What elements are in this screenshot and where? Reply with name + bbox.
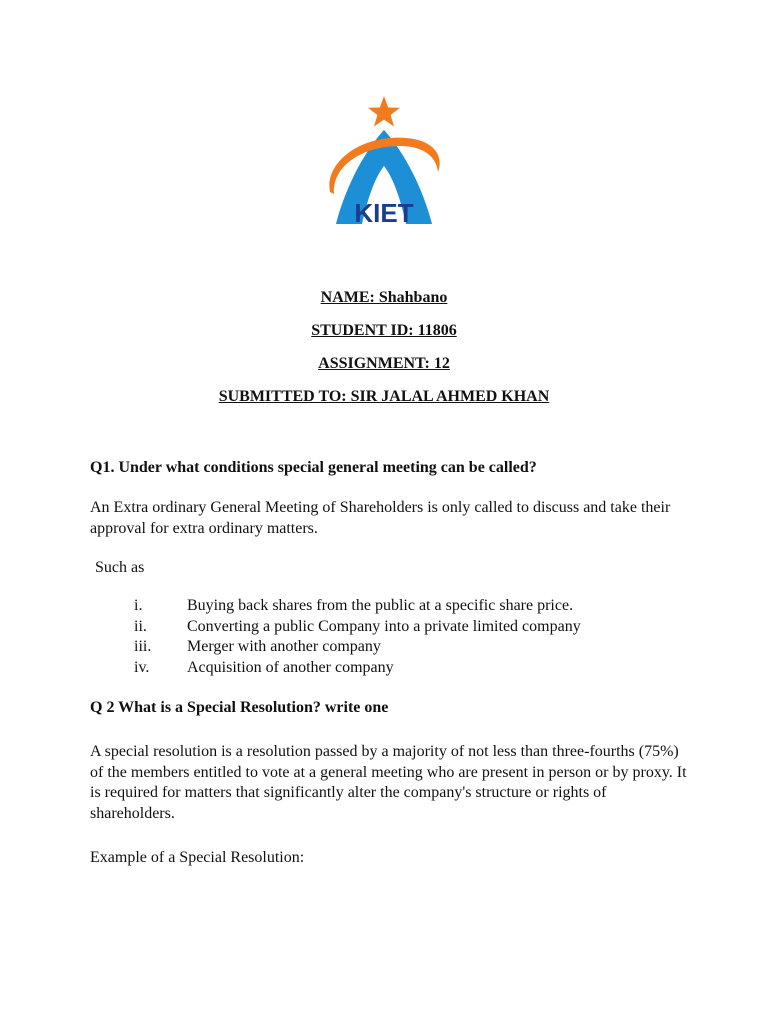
list-item	[90, 637, 690, 658]
question-1: Q1. Under what conditions special general meeting can be called?	[90, 459, 537, 476]
question-2: Q 2 What is a Special Resolution? write one	[90, 699, 389, 716]
star-icon	[368, 96, 400, 127]
kiet-logo	[322, 92, 446, 232]
student-id: STUDENT ID: 11806	[311, 322, 457, 339]
list-item-text: Buying back shares from the public at a specific share price.	[187, 597, 574, 614]
list-item-text: Merger with another company	[187, 638, 381, 656]
answer-2-paragraph: A special resolution is a resolution passed by a majority of not less than three-fourths (75%) of the members entitled to vote at a general meeting who are present in person or by proxy. It is required for matters that significantly alter the company's structure or rights of shareholders.	[90, 743, 687, 822]
list-item-number: iii.	[134, 638, 152, 656]
list-item-number: iv.	[134, 658, 150, 676]
list-item-number: ii.	[134, 617, 147, 635]
list-item	[90, 596, 690, 617]
list-item-text: Acquisition of another company	[187, 658, 394, 676]
such-as-label: Such as	[95, 559, 145, 576]
list-item-number: i.	[134, 597, 143, 614]
list-item	[90, 658, 690, 679]
student-name: NAME: Shahbano	[320, 289, 448, 306]
list-item-text: Converting a public Company into a private limited company	[187, 617, 581, 635]
submitted-to: SUBMITTED TO: SIR JALAL AHMED KHAN	[218, 388, 550, 405]
assignment-number: ASSIGNMENT: 12	[318, 355, 450, 372]
list-item	[90, 617, 690, 638]
example-heading: Example of a Special Resolution:	[90, 849, 305, 866]
answer-1-paragraph: An Extra ordinary General Meeting of Shareholders is only called to discuss and take their approval for extra ordinary matters.	[90, 499, 671, 537]
logo-text: KIET	[354, 198, 414, 228]
conditions-list	[90, 596, 690, 678]
